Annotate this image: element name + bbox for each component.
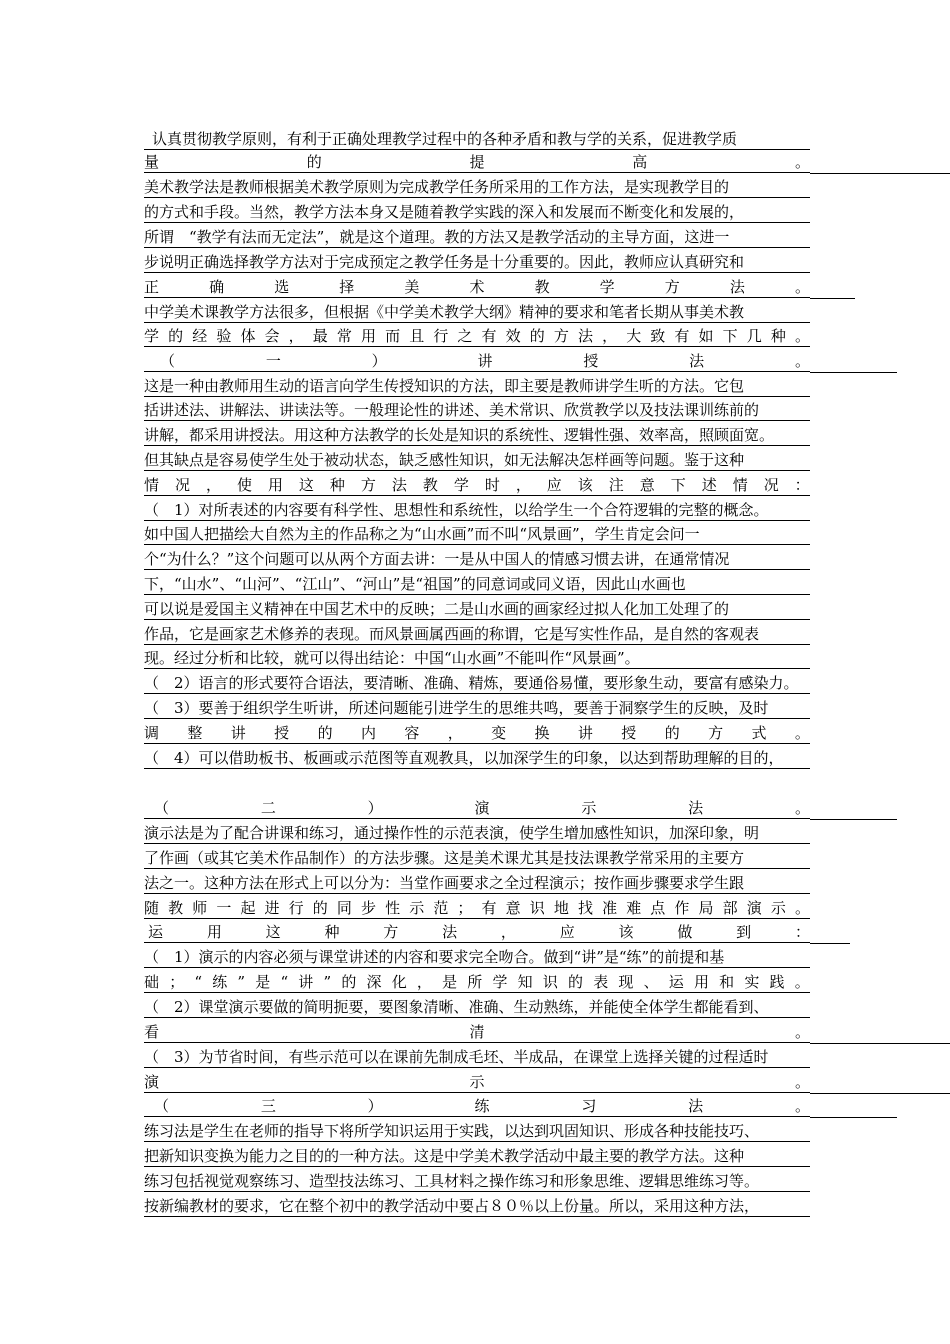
line-glyph: 下	[722, 327, 738, 345]
line-glyph: 的	[306, 153, 322, 171]
line-glyph: ，	[515, 476, 531, 494]
line-glyph: 内	[360, 724, 376, 742]
line-glyph: 、	[643, 973, 659, 991]
line-glyph: 示	[581, 799, 597, 817]
line-glyph: 步	[360, 899, 376, 917]
text-line	[144, 920, 810, 945]
line-glyph: 运	[148, 923, 164, 941]
text-line: （ 1）对所表述的内容要有科学性、思想性和系统性，以给学生一个合符逻辑的完整的概念。	[144, 498, 810, 523]
underline-rule	[810, 1093, 950, 1094]
line-glyph: 美	[404, 278, 420, 296]
line-glyph: ”	[237, 973, 246, 991]
text-line	[144, 1070, 810, 1095]
line-glyph: 做	[677, 923, 693, 941]
line-glyph: 讲	[230, 724, 246, 742]
line-glyph: 方	[553, 327, 569, 345]
line-glyph: （	[160, 352, 176, 370]
line-glyph: 常	[336, 327, 352, 345]
line-glyph: 的	[317, 724, 333, 742]
line-glyph: 时	[484, 476, 500, 494]
line-glyph: 找	[577, 899, 593, 917]
text-line: 演示法是为了配合讲课和练习，通过操作性的示范表演，使学生增加感性知识，加深印象，明	[144, 821, 810, 846]
line-glyph: 如	[698, 327, 714, 345]
text-line: （ 3）为节省时间，有些示范可以在课前先制成毛坯、半成品，在课堂上选择关键的过程适时	[144, 1045, 810, 1070]
underline-rule	[810, 943, 850, 944]
line-glyph: 学	[453, 476, 469, 494]
text-line	[144, 1094, 810, 1119]
line-glyph: 调	[144, 724, 160, 742]
line-glyph: 这	[265, 923, 281, 941]
text-line: 如中国人把描绘大自然为主的作品称之为“山水画”而不叫“风景画”，学生肯定会问一	[144, 522, 810, 547]
line-glyph: 述	[701, 476, 717, 494]
line-glyph: “	[280, 973, 289, 991]
text-line: 了作画（或其它美术作品制作）的方法步骤。这是美术课尤其是技法课教学常采用的主要方	[144, 846, 810, 871]
line-glyph: 演	[746, 899, 762, 917]
line-glyph: 练	[212, 973, 228, 991]
text-line	[144, 721, 810, 746]
line-glyph: 。	[794, 973, 810, 991]
line-glyph: 而	[385, 327, 401, 345]
line-glyph: 的	[529, 327, 545, 345]
line-glyph: 。	[794, 327, 810, 345]
line-glyph: 验	[216, 327, 232, 345]
line-glyph: 意	[505, 899, 521, 917]
text-line: （ 4）可以借助板书、板画或示范图等直观教具，以加深学生的印象，以达到帮助理解的目的，	[144, 746, 810, 771]
line-glyph: 高	[632, 153, 648, 171]
line-glyph: ，	[602, 327, 618, 345]
line-glyph: 式	[751, 724, 767, 742]
text-line: 可以说是爱国主义精神在中国艺术中的反映；二是山水画的画家经过拟人化加工处理了的	[144, 597, 810, 622]
line-glyph: ）	[367, 1097, 383, 1115]
text-line: 中学美术课教学方法很多，但根据《中学美术教学大纲》精神的要求和笔者长期从事美术教	[144, 300, 810, 325]
line-glyph: 效	[505, 327, 521, 345]
line-glyph: 深	[366, 973, 382, 991]
text-line: 括讲述法、讲解法、讲读法等。一般理论性的讲述、美术常识、欣赏教学以及技法课训练前的	[144, 398, 810, 423]
line-glyph: 现	[618, 973, 634, 991]
line-glyph: 的	[568, 973, 584, 991]
line-glyph: 践	[769, 973, 785, 991]
line-glyph: 练	[474, 1097, 490, 1115]
line-glyph: 范	[433, 899, 449, 917]
line-glyph: 教	[534, 278, 550, 296]
line-glyph: 演	[144, 1073, 160, 1091]
line-glyph: 。	[794, 1073, 810, 1091]
line-glyph: ：	[794, 923, 810, 941]
line-glyph: 几	[746, 327, 762, 345]
line-glyph: 意	[639, 476, 655, 494]
line-glyph: 整	[187, 724, 203, 742]
line-glyph: 地	[553, 899, 569, 917]
line-glyph: （	[154, 1097, 170, 1115]
line-glyph: 大	[626, 327, 642, 345]
line-glyph: 师	[192, 899, 208, 917]
underline-rule	[810, 1117, 897, 1118]
line-glyph: 。	[794, 1023, 810, 1041]
line-glyph: 清	[469, 1023, 485, 1041]
line-glyph: 一	[265, 352, 281, 370]
line-glyph: ，	[416, 973, 432, 991]
line-glyph: ：	[794, 476, 810, 494]
line-glyph: 下	[670, 476, 686, 494]
line-glyph: ）	[367, 799, 383, 817]
line-glyph: 择	[339, 278, 355, 296]
line-glyph: 。	[794, 799, 810, 817]
line-glyph: 到	[736, 923, 752, 941]
line-glyph: 识	[542, 973, 558, 991]
line-glyph: 法	[729, 278, 745, 296]
line-glyph: 且	[409, 327, 425, 345]
underline-rule	[810, 819, 897, 820]
line-glyph: 。	[794, 352, 810, 370]
line-glyph: 学	[144, 327, 160, 345]
line-glyph: 法	[689, 352, 705, 370]
line-glyph: 之	[457, 327, 473, 345]
line-glyph: 用	[693, 973, 709, 991]
line-glyph: ；	[457, 899, 473, 917]
line-glyph: 行	[288, 899, 304, 917]
line-glyph: 应	[559, 923, 575, 941]
text-line: 认真贯彻教学原则，有利于正确处理教学过程中的各种矛盾和教与学的关系，促进教学质	[144, 127, 810, 152]
line-glyph: 授	[621, 724, 637, 742]
text-line	[144, 796, 810, 821]
text-line: （ 2）课堂演示要做的简明扼要，要图象清晰、准确、生动熟练，并能使全体学生都能看到、	[144, 995, 810, 1020]
line-glyph: 作	[674, 899, 690, 917]
line-glyph: ，	[205, 476, 221, 494]
line-glyph: 注	[608, 476, 624, 494]
line-glyph: 量	[144, 153, 160, 171]
text-line: 作品，它是画家艺术修养的表现。而风景画属西画的称谓，它是写实性作品，是自然的客观表	[144, 622, 810, 647]
line-glyph: 体	[240, 327, 256, 345]
line-glyph: 行	[433, 327, 449, 345]
line-glyph: 。	[794, 899, 810, 917]
line-glyph: 示	[770, 899, 786, 917]
line-glyph: 法	[577, 327, 593, 345]
line-glyph: 法	[688, 799, 704, 817]
line-glyph: 教	[168, 899, 184, 917]
line-glyph: 这	[298, 476, 314, 494]
text-line: 把新知识变换为能力之目的的一种方法。这是中学美术教学活动中最主要的教学方法。这种	[144, 1144, 810, 1169]
text-line: 下，“山水”、“山河”、“江山”、“河山”是“祖国”的同意词或同义语，因此山水画也	[144, 572, 810, 597]
line-glyph: 随	[144, 899, 160, 917]
text-line	[144, 150, 810, 175]
line-glyph: 知	[517, 973, 533, 991]
line-glyph: ，	[447, 724, 463, 742]
line-glyph: ，	[288, 327, 304, 345]
line-glyph: 授	[583, 352, 599, 370]
line-glyph: 况	[763, 476, 779, 494]
line-glyph: 演	[474, 799, 490, 817]
line-glyph: 方	[360, 476, 376, 494]
text-line	[144, 970, 810, 995]
line-glyph: 。	[794, 278, 810, 296]
line-glyph: 选	[274, 278, 290, 296]
line-glyph: 有	[674, 327, 690, 345]
line-glyph: 的	[168, 327, 184, 345]
line-glyph: 学	[492, 973, 508, 991]
line-glyph: 示	[469, 1073, 485, 1091]
line-glyph: 会	[264, 327, 280, 345]
line-glyph: 使	[236, 476, 252, 494]
line-glyph: 有	[481, 327, 497, 345]
underline-rule	[810, 173, 950, 174]
line-glyph: 部	[722, 899, 738, 917]
text-line	[144, 473, 810, 498]
line-glyph: 习	[581, 1097, 597, 1115]
line-glyph: 方	[383, 923, 399, 941]
line-glyph: 讲	[577, 724, 593, 742]
line-glyph: 性	[385, 899, 401, 917]
line-glyph: 。	[794, 724, 810, 742]
line-glyph: 方	[664, 278, 680, 296]
line-glyph: 三	[260, 1097, 276, 1115]
line-glyph: 化	[391, 973, 407, 991]
line-glyph: 种	[329, 476, 345, 494]
line-glyph: ；	[169, 973, 185, 991]
line-glyph: 况	[174, 476, 190, 494]
line-glyph: 同	[336, 899, 352, 917]
line-glyph: 表	[593, 973, 609, 991]
line-glyph: 最	[312, 327, 328, 345]
line-glyph: 是	[442, 973, 458, 991]
line-glyph: 学	[599, 278, 615, 296]
line-glyph: 难	[626, 899, 642, 917]
line-glyph: 该	[618, 923, 634, 941]
text-line: （ 3）要善于组织学生听讲，所述问题能引进学生的思维共鸣，要善于洞察学生的反映，及时	[144, 696, 810, 721]
line-glyph: 法	[391, 476, 407, 494]
line-glyph: 容	[404, 724, 420, 742]
line-glyph: 示	[409, 899, 425, 917]
line-glyph: ）	[371, 352, 387, 370]
line-glyph: 准	[602, 899, 618, 917]
line-glyph: 有	[481, 899, 497, 917]
line-glyph: 种	[324, 923, 340, 941]
text-line: 所谓 “教学有法而无定法”，就是这个道理。教的方法又是教学活动的主导方面，这进一	[144, 225, 810, 250]
line-glyph: 情	[144, 476, 160, 494]
line-glyph: 法	[688, 1097, 704, 1115]
line-glyph: 正	[144, 278, 160, 296]
line-glyph: 讲	[477, 352, 493, 370]
text-line	[144, 1020, 810, 1045]
text-line: 步说明正确选择教学方法对于完成预定之教学任务是十分重要的。因此，教师应认真研究和	[144, 250, 810, 275]
line-glyph: ，	[500, 923, 516, 941]
line-glyph: 术	[469, 278, 485, 296]
line-glyph: 用	[206, 923, 222, 941]
text-line: 按新编教材的要求，它在整个初中的教学活动中要占８０％以上份量。所以，采用这种方法，	[144, 1194, 810, 1219]
line-glyph: 二	[260, 799, 276, 817]
line-glyph: 的	[312, 899, 328, 917]
line-glyph: 用	[360, 327, 376, 345]
underline-rule	[810, 372, 897, 373]
line-glyph: 看	[144, 1023, 160, 1041]
line-glyph: 方	[708, 724, 724, 742]
line-glyph: 是	[255, 973, 271, 991]
line-glyph: 法	[442, 923, 458, 941]
line-glyph: 确	[209, 278, 225, 296]
line-glyph: （	[154, 799, 170, 817]
line-glyph: 础	[144, 973, 160, 991]
line-glyph: 实	[744, 973, 760, 991]
line-glyph: 授	[274, 724, 290, 742]
text-line: （ 1）演示的内容必须与课堂讲述的内容和要求完全吻合。做到“讲”是“练”的前提和基	[144, 945, 810, 970]
text-line	[144, 349, 810, 374]
text-line: 但其缺点是容易使学生处于被动状态，缺乏感性知识，如无法解决怎样画等问题。鉴于这种	[144, 448, 810, 473]
line-glyph: 一	[216, 899, 232, 917]
text-line: 这是一种由教师用生动的语言向学生传授知识的方法，即主要是教师讲学生听的方法。它包	[144, 374, 810, 399]
line-glyph: 运	[668, 973, 684, 991]
text-line	[144, 275, 810, 300]
line-glyph: 讲	[298, 973, 314, 991]
text-line	[144, 896, 810, 921]
line-glyph: 致	[650, 327, 666, 345]
line-glyph: ”	[323, 973, 332, 991]
line-glyph: 教	[422, 476, 438, 494]
line-glyph: 经	[192, 327, 208, 345]
line-glyph: 。	[794, 153, 810, 171]
line-glyph: 的	[341, 973, 357, 991]
line-glyph: 变	[491, 724, 507, 742]
text-line: 练习包括视觉观察练习、造型技法练习、工具材料之操作练习和形象思维、逻辑思维练习等。	[144, 1169, 810, 1194]
text-line: 个“为什么？”这个问题可以从两个方面去讲：一是从中国人的情感习惯去讲，在通常情况	[144, 547, 810, 572]
line-glyph: “	[194, 973, 203, 991]
text-line: 现。经过分析和比较，就可以得出结论：中国“山水画”不能叫作“风景画”。	[144, 646, 810, 671]
line-glyph: 所	[467, 973, 483, 991]
line-glyph: 种	[770, 327, 786, 345]
text-line: 法之一。这种方法在形式上可以分为：当堂作画要求之全过程演示；按作画步骤要求学生跟	[144, 871, 810, 896]
line-glyph: 局	[698, 899, 714, 917]
line-glyph: 点	[650, 899, 666, 917]
line-glyph: 。	[794, 1097, 810, 1115]
text-line: 讲解，都采用讲授法。用这种方法教学的长处是知识的系统性、逻辑性强、效率高，照顾面宽。	[144, 423, 810, 448]
line-glyph: 和	[719, 973, 735, 991]
line-glyph: 应	[546, 476, 562, 494]
line-glyph: 该	[577, 476, 593, 494]
line-glyph: 起	[240, 899, 256, 917]
line-glyph: 的	[664, 724, 680, 742]
line-glyph: 情	[732, 476, 748, 494]
line-glyph: 进	[264, 899, 280, 917]
underline-rule	[810, 1043, 950, 1044]
line-glyph: 用	[267, 476, 283, 494]
line-glyph: 换	[534, 724, 550, 742]
line-glyph: 提	[469, 153, 485, 171]
text-line	[144, 324, 810, 349]
text-line: 练习法是学生在老师的指导下将所学知识运用于实践，以达到巩固知识、形成各种技能技巧、	[144, 1119, 810, 1144]
text-line: 的方式和手段。当然，教学方法本身又是随着教学实践的深入和发展而不断变化和发展的，	[144, 200, 810, 225]
underline-rule	[810, 298, 855, 299]
line-glyph: 识	[529, 899, 545, 917]
text-line: （ 2）语言的形式要符合语法，要清晰、准确、精炼，要通俗易懂，要形象生动，要富有感染力。	[144, 671, 810, 696]
text-line: 美术教学法是教师根据美术教学原则为完成教学任务所采用的工作方法，是实现教学目的	[144, 175, 810, 200]
